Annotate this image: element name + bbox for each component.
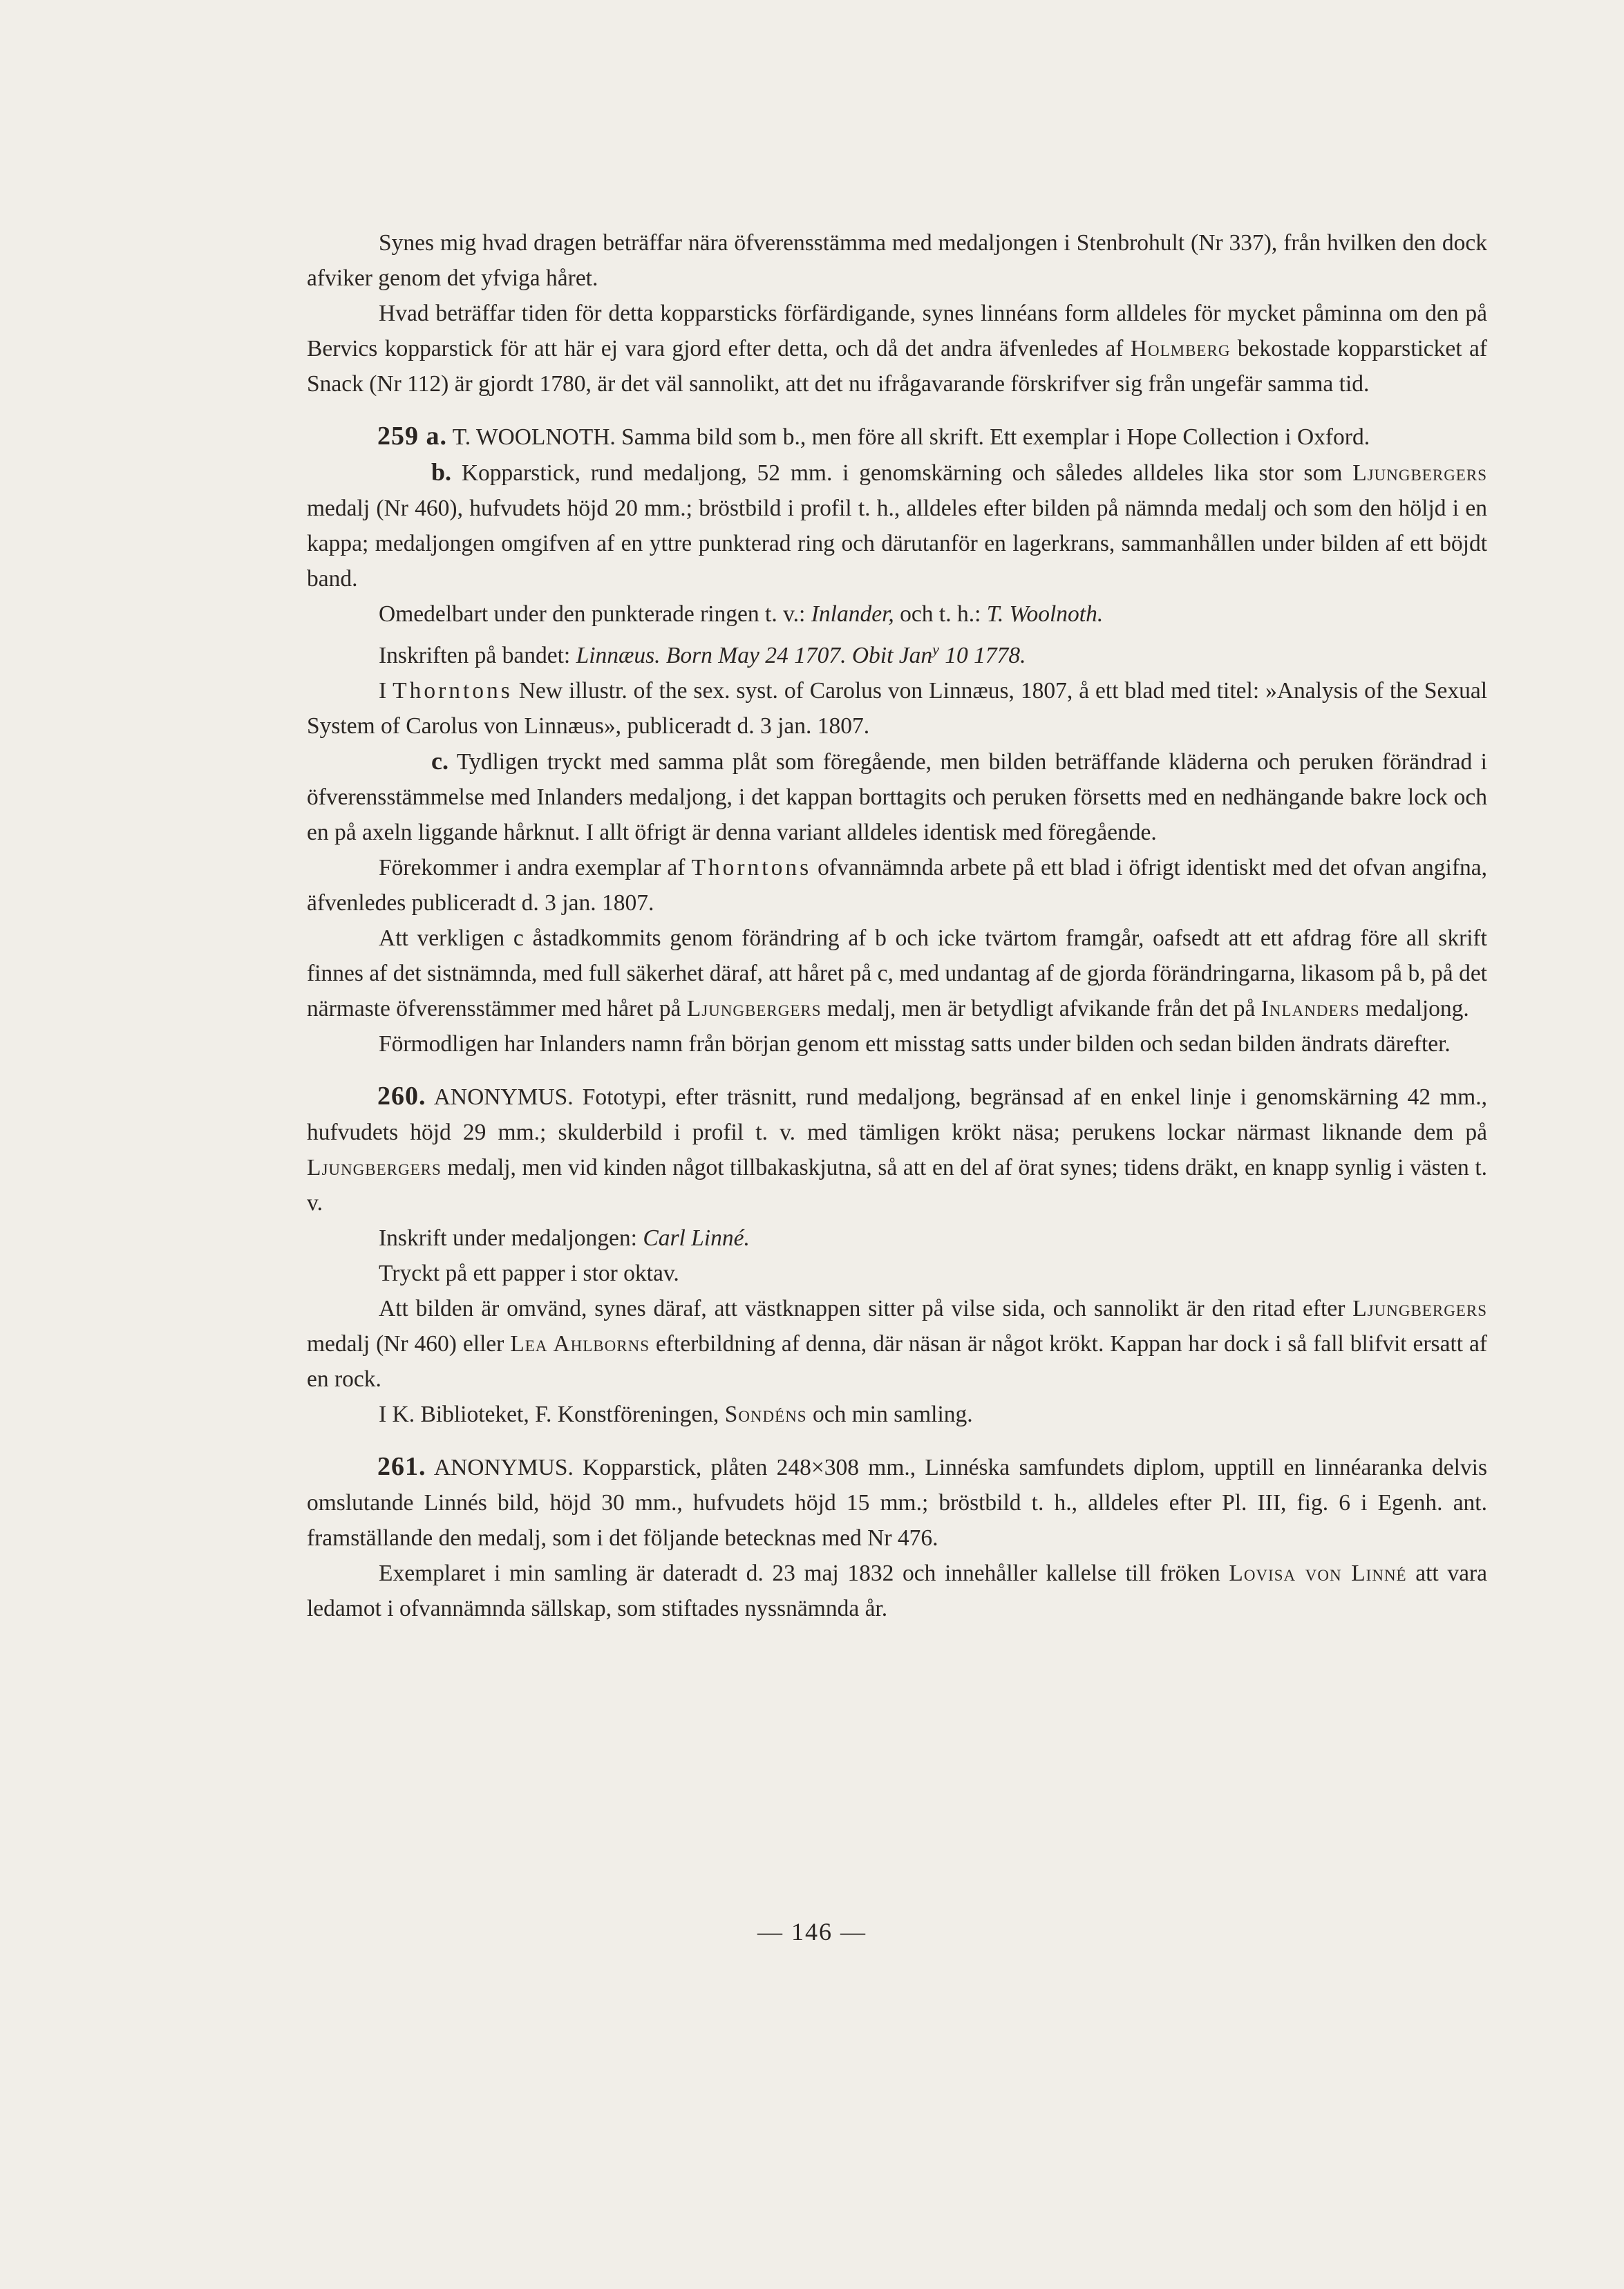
text-run: Omedelbart under den punkterade ringen t. v.: (379, 601, 811, 627)
text-run: I K. Biblioteket, F. Konstföreningen, (379, 1402, 725, 1428)
paragraph (307, 1221, 1487, 1256)
text-run: och min samling. (806, 1402, 973, 1428)
paragraph (307, 1026, 1487, 1062)
small-caps-name: Lovisa von Linné (1229, 1561, 1407, 1587)
italic-text: 10 1778. (938, 643, 1026, 669)
text-run: medalj, men vid kinden något tillbakaskjutna, så att en del af örat synes; tidens dräkt, en knapp synlig i västen t. v. (307, 1155, 1487, 1216)
text-run: Förekommer i andra exemplar af (379, 855, 692, 881)
text-run: I (379, 678, 393, 704)
text-run: Att bilden är omvänd, synes däraf, att västknappen sitter på vilse sida, och sannolikt är den ritad efter (379, 1296, 1353, 1322)
variant-letter: b. (431, 458, 452, 486)
text-run: medaljong. (1359, 996, 1469, 1022)
catalogue-entry (307, 1079, 1487, 1221)
catalogue-entry (307, 419, 1487, 455)
small-caps-name: Ljungbergers (686, 996, 822, 1022)
text-run: New illustr. of the sex. syst. of Carolus von Linnæus, 1807, å ett blad med titel: »Analysis of the Sexual System of Carolus von Linnæus», publiceradt d. 3 jan. 1807. (307, 678, 1488, 740)
text-run: medalj (Nr 460) eller (307, 1331, 511, 1357)
paragraph (307, 296, 1487, 402)
small-caps-name: Holmberg (1130, 336, 1231, 361)
paragraph (307, 225, 1487, 296)
small-caps-name: Sondéns (724, 1402, 807, 1428)
text-run: medalj, men är betydligt afvikande från det på (821, 996, 1261, 1022)
paragraph (307, 1397, 1487, 1432)
text-run: ANONYMUS. Fototypi, efter träsnitt, rund medaljong, begränsad af en enkel linje i genomskärning 42 mm., hufvudets höjd 29 mm.; skulderbild i profil t. v. med tämligen krökt näsa; perukens lockar närmast liknande dem på (307, 1084, 1487, 1146)
paragraph (307, 596, 1487, 632)
paragraph (307, 1556, 1487, 1626)
text-run: Hvad beträffar tiden för detta kopparsticks förfärdigande, synes linnéans form alldeles för mycket påminna om den på Bervics kopparstick för att här ej vara gjord efter detta, och då det andra äfvenledes af (307, 301, 1487, 361)
small-caps-name: Ljungbergers (307, 1155, 442, 1181)
text-run: Inskriften på bandet: (379, 643, 576, 669)
entry-number: 260. (377, 1082, 426, 1111)
text-run: Inskrift under medaljongen: (379, 1225, 643, 1252)
text-run: Exemplaret i min samling är dateradt d. 23 maj 1832 och innehåller kallelse till fröken (379, 1561, 1229, 1587)
text-run: Att verkligen c åstadkommits genom förändring af b och icke tvärtom framgår, oafsedt att ett afdrag före all skrift finnes af det sistnämnda, med full säkerhet däraf, att håret på c, med undantag af de gjorda förändringarna, likasom på b, på det närmaste öfverensstämmer med håret på (307, 925, 1487, 1022)
text-run: T. WOOLNOTH. Samma bild som b., men före all skrift. Ett exemplar i Hope Collection i Oxford. (447, 424, 1370, 450)
superscript-text: y (932, 641, 939, 658)
paragraph (307, 632, 1487, 673)
entry-number: 261. (377, 1452, 426, 1482)
spaced-name: Thorntons (691, 855, 812, 881)
text-run: och t. h.: (894, 601, 987, 627)
text-run: Tydligen tryckt med samma plåt som föregående, men bilden beträffande kläderna och peruken förändrad i öfverensstämmelse med Inlanders medaljong, i det kappan borttagits och peruken försetts med en nedhängande bakre lock och en på axeln liggande hårknut. I allt öfrigt är denna variant alldeles identisk med föregående. (307, 749, 1487, 846)
text-run: Synes mig hvad dragen beträffar nära öfverensstämma med medaljongen i Stenbrohult (Nr 337), från hvilken den dock afviker genom det yfviga håret. (307, 230, 1487, 291)
text-run: ofvannämnda arbete på ett blad i öfrigt identiskt med det ofvan angifna, äfvenledes publiceradt d. 3 jan. 1807. (307, 855, 1487, 916)
small-caps-name: Ljungbergers (1352, 460, 1487, 486)
italic-text: Carl Linné. (643, 1225, 750, 1252)
spaced-name: Thorntons (393, 678, 513, 704)
text-run: bekostade kopparsticket af Snack (Nr 112) är gjordt 1780, är det väl sannolikt, att det nu ifrågavarande förskrifver sig från ungefär samma tid. (307, 336, 1487, 397)
entry-number: 259 a. (377, 422, 447, 451)
paragraph (307, 673, 1487, 744)
text-run: Tryckt på ett papper i stor oktav. (379, 1261, 679, 1287)
text-run: efterbildning af denna, där näsan är något krökt. Kappan har dock i så fall blifvit ersatt af en rock. (307, 1331, 1488, 1393)
text-run: att vara ledamot i ofvannämnda sällskap, som stiftades nyssnämnda år. (307, 1561, 1487, 1622)
italic-text: Inlander, (811, 601, 894, 627)
small-caps-name: Inlanders (1261, 996, 1360, 1022)
text-run: medalj (Nr 460), hufvudets höjd 20 mm.; bröstbild i profil t. h., alldeles efter bilden på nämnda medalj och som den höljd i en kappa; medaljongen omgifven af en yttre punkterad ring och därutanför en lagerkrans, sammanhållen under bilden af ett böjdt band. (307, 496, 1487, 592)
paragraph (307, 850, 1487, 921)
text-run: ANONYMUS. Kopparstick, plåten 248×308 mm., Linnéska samfundets diplom, upptill en linnéaranka delvis omslutande Linnés bild, höjd 30 mm., hufvudets höjd 15 mm.; bröstbild t. h., alldeles efter Pl. III, fig. 6 i Egenh. ant. framställande den medalj, som i det följande betecknas med Nr 476. (307, 1455, 1487, 1552)
paragraph (307, 921, 1487, 1026)
italic-text: T. Woolnoth. (986, 601, 1104, 627)
page-number: — 146 — (757, 1918, 867, 1946)
body-text (307, 225, 1487, 1626)
paragraph (307, 1291, 1487, 1397)
variant-letter: c. (431, 747, 449, 775)
small-caps-name: Ljungbergers (1352, 1296, 1487, 1322)
paragraph (307, 744, 1487, 850)
catalogue-entry (307, 1449, 1487, 1556)
paragraph (307, 455, 1487, 596)
text-run: Förmodligen har Inlanders namn från början genom ett misstag satts under bilden och sedan bilden ändrats därefter. (379, 1031, 1451, 1057)
paragraph (307, 1256, 1487, 1291)
small-caps-name: Lea Ahlborns (510, 1331, 650, 1357)
text-run: Kopparstick, rund medaljong, 52 mm. i genomskärning och således alldeles lika stor som (451, 460, 1353, 486)
italic-text: Linnæus. Born May 24 1707. Obit Jan (576, 643, 933, 669)
